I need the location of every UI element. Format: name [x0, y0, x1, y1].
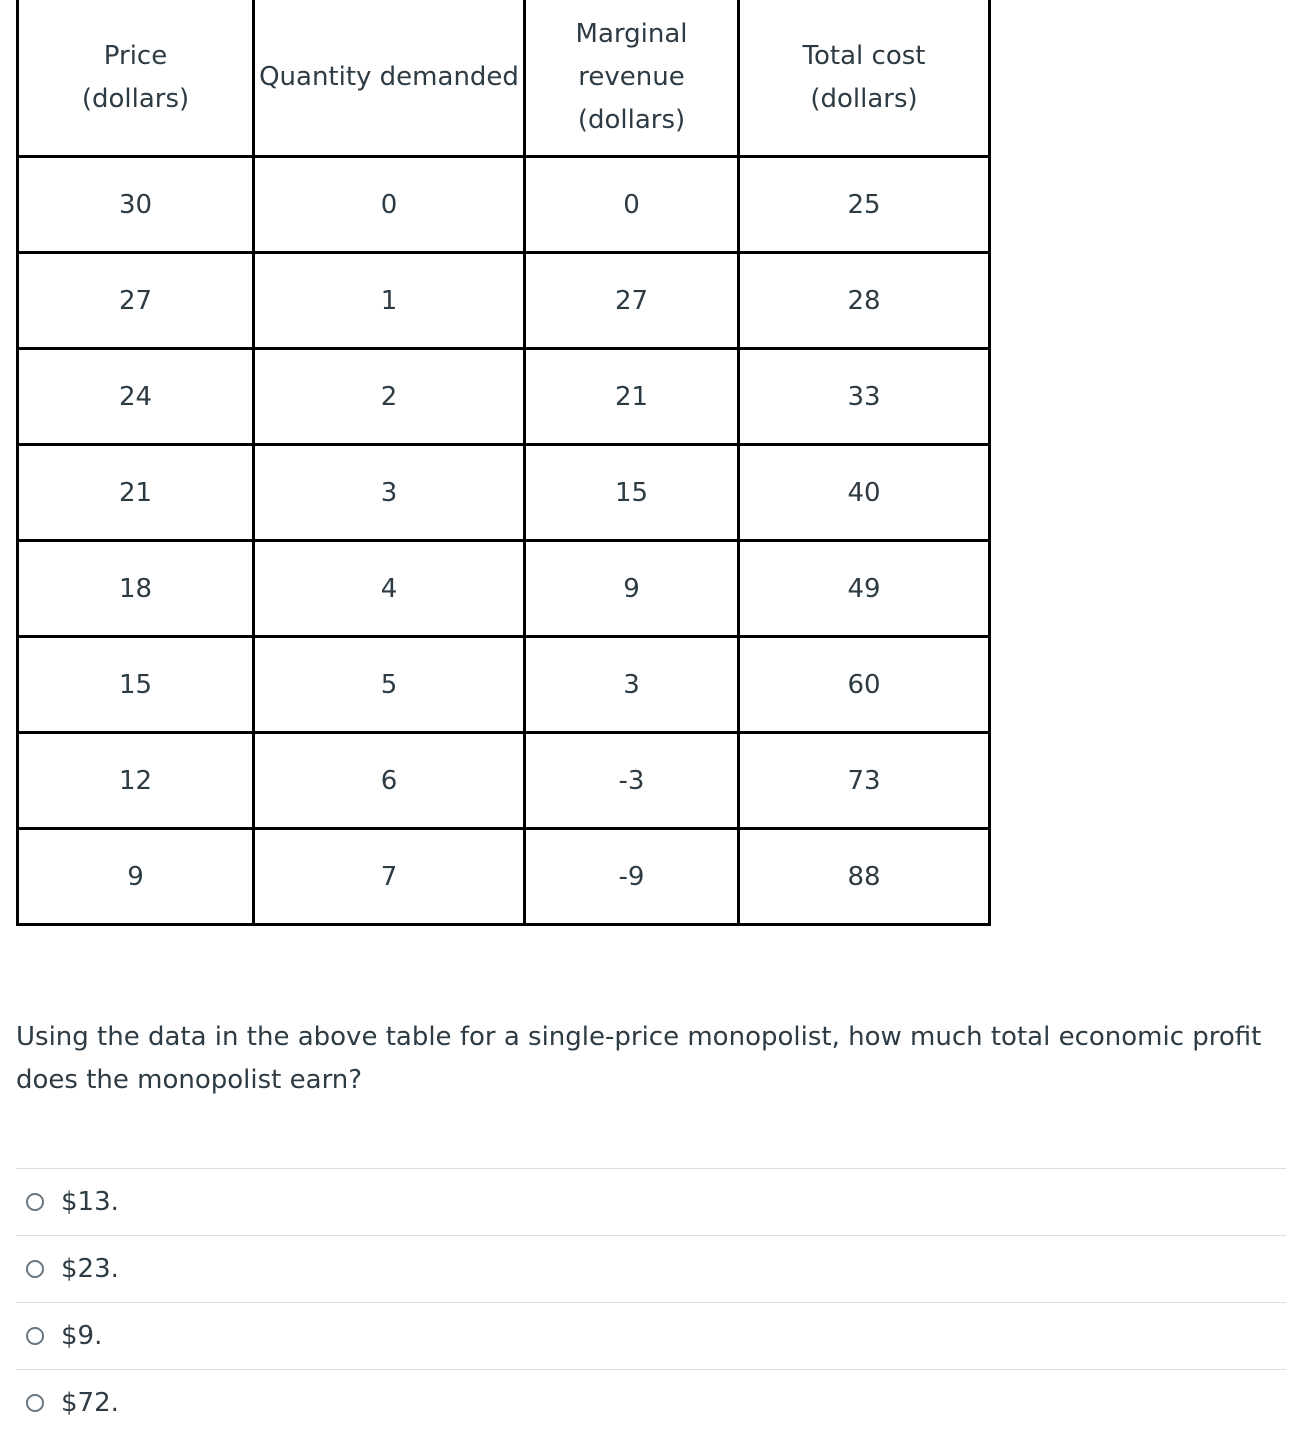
answer-option-4[interactable]	[16, 1369, 1286, 1436]
cell-quantity: 7	[254, 829, 525, 925]
table-row	[18, 445, 990, 541]
cell-quantity: 0	[254, 157, 525, 253]
radio-button[interactable]	[26, 1327, 44, 1345]
cell-total-cost: 25	[739, 157, 990, 253]
table-row	[18, 637, 990, 733]
cell-quantity: 1	[254, 253, 525, 349]
cell-marginal-revenue: 21	[525, 349, 739, 445]
table-row	[18, 829, 990, 925]
table-row	[18, 349, 990, 445]
cell-total-cost: 60	[739, 637, 990, 733]
answer-option-label: $9.	[61, 1321, 103, 1351]
header-quantity-demanded: Quantity demanded	[254, 0, 525, 157]
answer-option-label: $13.	[61, 1187, 119, 1217]
answer-option-1[interactable]	[16, 1168, 1286, 1235]
cell-price: 30	[18, 157, 254, 253]
cell-price: 12	[18, 733, 254, 829]
cell-quantity: 4	[254, 541, 525, 637]
cell-marginal-revenue: 3	[525, 637, 739, 733]
cell-price: 21	[18, 445, 254, 541]
cell-marginal-revenue: 15	[525, 445, 739, 541]
header-marginal-revenue: Marginal revenue (dollars)	[525, 0, 739, 157]
header-price: Price (dollars)	[18, 0, 254, 157]
cell-marginal-revenue: -3	[525, 733, 739, 829]
answer-option-3[interactable]	[16, 1302, 1286, 1369]
cell-total-cost: 88	[739, 829, 990, 925]
cell-price: 15	[18, 637, 254, 733]
radio-button[interactable]	[26, 1260, 44, 1278]
cell-price: 18	[18, 541, 254, 637]
answer-option-2[interactable]	[16, 1235, 1286, 1302]
cell-quantity: 3	[254, 445, 525, 541]
header-total-cost: Total cost (dollars)	[739, 0, 990, 157]
cell-total-cost: 49	[739, 541, 990, 637]
table-row	[18, 157, 990, 253]
cell-total-cost: 33	[739, 349, 990, 445]
cell-quantity: 6	[254, 733, 525, 829]
cell-quantity: 2	[254, 349, 525, 445]
cell-total-cost: 73	[739, 733, 990, 829]
radio-button[interactable]	[26, 1193, 44, 1211]
radio-button[interactable]	[26, 1394, 44, 1412]
data-table	[16, 0, 991, 926]
answer-options	[16, 1168, 1286, 1436]
cell-total-cost: 28	[739, 253, 990, 349]
cell-marginal-revenue: 0	[525, 157, 739, 253]
answer-option-label: $23.	[61, 1254, 119, 1284]
cell-total-cost: 40	[739, 445, 990, 541]
cell-price: 9	[18, 829, 254, 925]
table-header-row	[18, 0, 990, 157]
cell-quantity: 5	[254, 637, 525, 733]
cell-marginal-revenue: -9	[525, 829, 739, 925]
cell-marginal-revenue: 27	[525, 253, 739, 349]
cell-price: 24	[18, 349, 254, 445]
question-text: Using the data in the above table for a single-price monopolist, how much total economic profit does the monopolist earn?	[16, 1022, 1262, 1095]
cell-marginal-revenue: 9	[525, 541, 739, 637]
cell-price: 27	[18, 253, 254, 349]
table-row	[18, 733, 990, 829]
table-row	[18, 253, 990, 349]
table-row	[18, 541, 990, 637]
answer-option-label: $72.	[61, 1388, 119, 1418]
